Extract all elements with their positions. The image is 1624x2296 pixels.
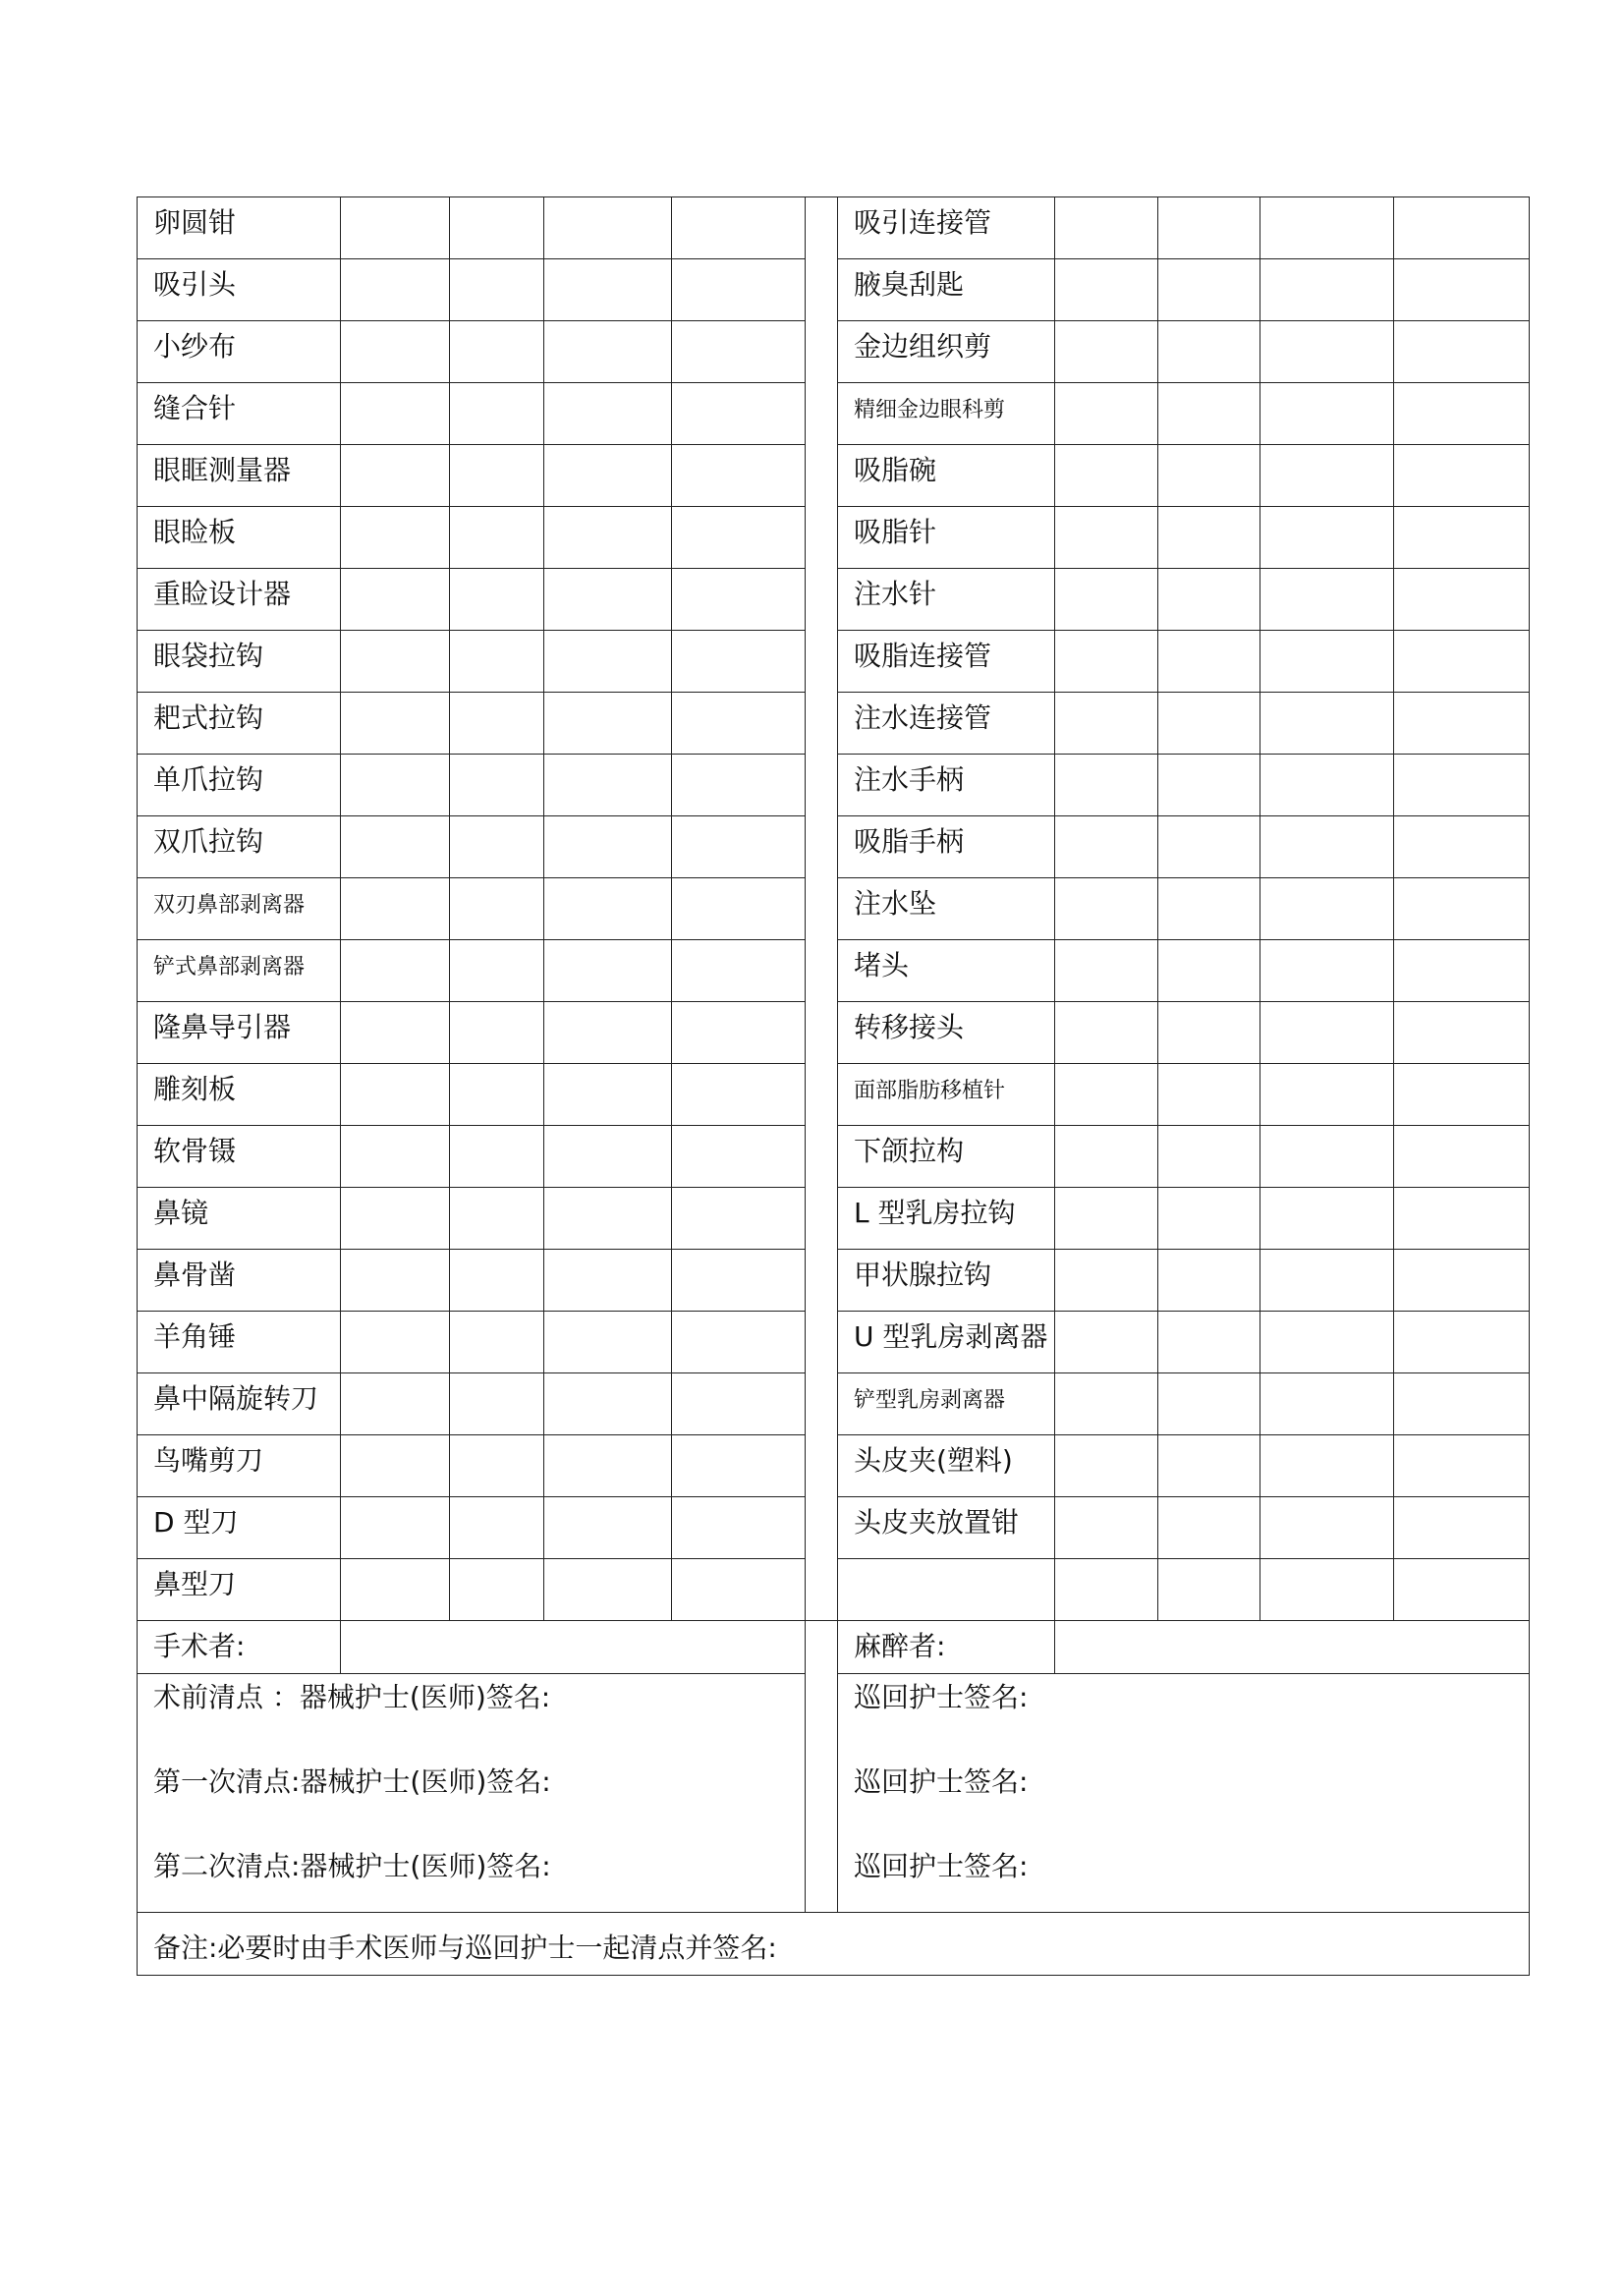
right-count-cell[interactable] — [1055, 1497, 1158, 1559]
right-count-cell[interactable] — [1158, 1559, 1260, 1621]
left-item-name: 小纱布 — [138, 321, 341, 383]
remark-text: 备注:必要时由手术医师与巡回护士一起清点并签名: — [138, 1913, 1530, 1976]
right-count-cell[interactable] — [1055, 197, 1158, 259]
left-item-name: 双爪拉钩 — [138, 816, 341, 878]
surgeon-label: 手术者: — [138, 1621, 341, 1674]
left-count-cell[interactable] — [450, 569, 544, 631]
left-count-cell[interactable] — [672, 1126, 806, 1188]
left-count-cell[interactable] — [450, 755, 544, 816]
right-item-name: 堵头 — [838, 940, 1055, 1002]
right-count-cell[interactable] — [1055, 1188, 1158, 1250]
right-count-cell[interactable] — [1394, 1373, 1530, 1435]
left-count-cell[interactable] — [672, 1373, 806, 1435]
left-count-cell[interactable] — [341, 940, 450, 1002]
right-count-cell[interactable] — [1055, 569, 1158, 631]
left-item-name: 重睑设计器 — [138, 569, 341, 631]
second-count-label: 第二次清点:器械护士(医师)签名: — [153, 1850, 551, 1882]
right-count-cell[interactable] — [1260, 1435, 1394, 1497]
right-item-name: 吸脂针 — [838, 507, 1055, 569]
right-count-cell[interactable] — [1394, 1435, 1530, 1497]
left-count-cell[interactable] — [341, 1002, 450, 1064]
right-count-cell[interactable] — [1055, 755, 1158, 816]
right-count-cell[interactable] — [1158, 321, 1260, 383]
left-count-cell[interactable] — [341, 1250, 450, 1312]
right-count-cell[interactable] — [1055, 693, 1158, 755]
right-count-cell[interactable] — [1260, 445, 1394, 507]
right-count-cell[interactable] — [1260, 569, 1394, 631]
left-count-cell[interactable] — [450, 1250, 544, 1312]
left-count-cell[interactable] — [544, 321, 672, 383]
left-item-name: 鼻型刀 — [138, 1559, 341, 1621]
right-count-cell[interactable] — [1055, 507, 1158, 569]
left-count-cell[interactable] — [450, 816, 544, 878]
right-count-cell[interactable] — [1260, 1373, 1394, 1435]
left-item-name: 羊角锤 — [138, 1312, 341, 1373]
right-item-name: 面部脂肪移植针 — [838, 1064, 1055, 1126]
left-item-name: 双刃鼻部剥离器 — [138, 878, 341, 940]
right-count-cell[interactable] — [1260, 1312, 1394, 1373]
right-item-name: 注水连接管 — [838, 693, 1055, 755]
left-item-name: 雕刻板 — [138, 1064, 341, 1126]
left-count-cell[interactable] — [341, 259, 450, 321]
left-item-name: 单爪拉钩 — [138, 755, 341, 816]
left-count-cell[interactable] — [450, 1373, 544, 1435]
right-count-cell[interactable] — [1260, 383, 1394, 445]
left-item-name: 缝合针 — [138, 383, 341, 445]
right-count-cell[interactable] — [1394, 1002, 1530, 1064]
left-count-cell[interactable] — [450, 1064, 544, 1126]
left-item-name: 鼻骨凿 — [138, 1250, 341, 1312]
left-count-cell[interactable] — [544, 197, 672, 259]
right-count-cell[interactable] — [1158, 940, 1260, 1002]
right-count-cell[interactable] — [1055, 383, 1158, 445]
column-gap — [806, 1621, 838, 1913]
right-item-name: 腋臭刮匙 — [838, 259, 1055, 321]
left-count-cell[interactable] — [544, 445, 672, 507]
preop-count-label: 术前清点 ：器械护士(医师)签名: — [153, 1681, 551, 1713]
right-count-cell[interactable] — [1158, 1373, 1260, 1435]
left-count-cell[interactable] — [672, 631, 806, 693]
right-count-cell[interactable] — [1260, 1188, 1394, 1250]
right-count-cell[interactable] — [1158, 383, 1260, 445]
left-count-cell[interactable] — [341, 1126, 450, 1188]
right-count-cell[interactable] — [1158, 259, 1260, 321]
left-count-cell[interactable] — [544, 383, 672, 445]
left-count-cell[interactable] — [341, 569, 450, 631]
right-count-cell[interactable] — [1158, 1126, 1260, 1188]
left-count-cell[interactable] — [341, 878, 450, 940]
right-item-name: 注水手柄 — [838, 755, 1055, 816]
left-item-name: 鼻镜 — [138, 1188, 341, 1250]
right-count-cell[interactable] — [1158, 507, 1260, 569]
circulating-nurse-signatures[interactable] — [838, 1674, 1530, 1913]
right-item-name: 头皮夹(塑料) — [838, 1435, 1055, 1497]
scrub-nurse-signatures[interactable] — [138, 1674, 806, 1913]
right-count-cell[interactable] — [1394, 1064, 1530, 1126]
left-item-name: 耙式拉钩 — [138, 693, 341, 755]
left-count-cell[interactable] — [450, 940, 544, 1002]
left-item-name: 眼睑板 — [138, 507, 341, 569]
right-count-cell[interactable] — [1260, 693, 1394, 755]
right-item-name: L 型乳房拉钩 — [838, 1188, 1055, 1250]
right-count-cell[interactable] — [1158, 878, 1260, 940]
left-count-cell[interactable] — [544, 1435, 672, 1497]
right-item-name: 金边组织剪 — [838, 321, 1055, 383]
right-count-cell[interactable] — [1055, 1312, 1158, 1373]
right-count-cell[interactable] — [1394, 940, 1530, 1002]
left-count-cell[interactable] — [341, 1312, 450, 1373]
first-count-label: 第一次清点:器械护士(医师)签名: — [153, 1765, 551, 1798]
item-row — [138, 197, 1530, 259]
right-count-cell[interactable] — [1055, 1559, 1158, 1621]
left-count-cell[interactable] — [450, 693, 544, 755]
left-count-cell[interactable] — [450, 383, 544, 445]
left-count-cell[interactable] — [672, 569, 806, 631]
right-count-cell[interactable] — [1260, 1497, 1394, 1559]
right-count-cell[interactable] — [1394, 1312, 1530, 1373]
right-count-cell[interactable] — [1055, 321, 1158, 383]
left-count-cell[interactable] — [672, 321, 806, 383]
left-item-name: D 型刀 — [138, 1497, 341, 1559]
left-item-name: 眼眶测量器 — [138, 445, 341, 507]
left-count-cell[interactable] — [544, 1497, 672, 1559]
right-item-name — [838, 1559, 1055, 1621]
right-count-cell[interactable] — [1158, 1250, 1260, 1312]
right-count-cell[interactable] — [1055, 1250, 1158, 1312]
right-count-cell[interactable] — [1158, 693, 1260, 755]
left-count-cell[interactable] — [672, 1312, 806, 1373]
left-count-cell[interactable] — [450, 259, 544, 321]
right-count-cell[interactable] — [1394, 631, 1530, 693]
right-count-cell[interactable] — [1260, 878, 1394, 940]
left-count-cell[interactable] — [450, 1126, 544, 1188]
left-count-cell[interactable] — [672, 816, 806, 878]
left-count-cell[interactable] — [450, 445, 544, 507]
left-count-cell[interactable] — [544, 631, 672, 693]
right-count-cell[interactable] — [1394, 507, 1530, 569]
circulating-sign-2: 巡回护士签名: — [854, 1765, 1029, 1798]
right-count-cell[interactable] — [1394, 1126, 1530, 1188]
right-item-name: 注水针 — [838, 569, 1055, 631]
left-count-cell[interactable] — [544, 1064, 672, 1126]
left-count-cell[interactable] — [544, 816, 672, 878]
left-count-cell[interactable] — [341, 1435, 450, 1497]
left-count-cell[interactable] — [341, 1559, 450, 1621]
left-count-cell[interactable] — [672, 445, 806, 507]
right-count-cell[interactable] — [1394, 1497, 1530, 1559]
left-count-cell[interactable] — [672, 755, 806, 816]
signature-header-row — [138, 1621, 1530, 1674]
left-count-cell[interactable] — [672, 940, 806, 1002]
left-count-cell[interactable] — [341, 816, 450, 878]
right-count-cell[interactable] — [1158, 1002, 1260, 1064]
right-count-cell[interactable] — [1055, 1064, 1158, 1126]
left-count-cell[interactable] — [544, 569, 672, 631]
right-count-cell[interactable] — [1055, 816, 1158, 878]
left-count-cell[interactable] — [544, 1002, 672, 1064]
right-count-cell[interactable] — [1394, 1250, 1530, 1312]
left-count-cell[interactable] — [341, 631, 450, 693]
left-count-cell[interactable] — [672, 1002, 806, 1064]
left-count-cell[interactable] — [672, 383, 806, 445]
left-count-cell[interactable] — [672, 259, 806, 321]
right-count-cell[interactable] — [1260, 1559, 1394, 1621]
left-count-cell[interactable] — [450, 1312, 544, 1373]
right-item-name: 吸引连接管 — [838, 197, 1055, 259]
left-count-cell[interactable] — [544, 940, 672, 1002]
right-count-cell[interactable] — [1158, 755, 1260, 816]
right-count-cell[interactable] — [1158, 197, 1260, 259]
right-count-cell[interactable] — [1394, 816, 1530, 878]
left-count-cell[interactable] — [672, 1435, 806, 1497]
left-count-cell[interactable] — [341, 1064, 450, 1126]
left-count-cell[interactable] — [450, 1497, 544, 1559]
right-count-cell[interactable] — [1055, 631, 1158, 693]
right-count-cell[interactable] — [1260, 1126, 1394, 1188]
left-item-name: 卵圆钳 — [138, 197, 341, 259]
right-item-name: 注水坠 — [838, 878, 1055, 940]
left-count-cell[interactable] — [544, 1312, 672, 1373]
circulating-sign-1: 巡回护士签名: — [854, 1681, 1029, 1713]
right-count-cell[interactable] — [1055, 445, 1158, 507]
right-count-cell[interactable] — [1055, 1373, 1158, 1435]
items-body — [138, 197, 1530, 1621]
left-count-cell[interactable] — [672, 1064, 806, 1126]
right-count-cell[interactable] — [1260, 321, 1394, 383]
left-item-name: 鼻中隔旋转刀 — [138, 1373, 341, 1435]
right-count-cell[interactable] — [1158, 816, 1260, 878]
left-count-cell[interactable] — [672, 197, 806, 259]
instrument-count-table — [137, 196, 1530, 1976]
left-count-cell[interactable] — [544, 1188, 672, 1250]
left-count-cell[interactable] — [672, 1559, 806, 1621]
right-count-cell[interactable] — [1394, 321, 1530, 383]
left-item-name: 软骨镊 — [138, 1126, 341, 1188]
left-count-cell[interactable] — [341, 197, 450, 259]
right-count-cell[interactable] — [1394, 197, 1530, 259]
right-count-cell[interactable] — [1260, 197, 1394, 259]
right-count-cell[interactable] — [1260, 259, 1394, 321]
right-item-name: 下颌拉构 — [838, 1126, 1055, 1188]
left-count-cell[interactable] — [672, 1250, 806, 1312]
left-item-name: 铲式鼻部剥离器 — [138, 940, 341, 1002]
right-count-cell[interactable] — [1394, 878, 1530, 940]
left-count-cell[interactable] — [544, 693, 672, 755]
right-count-cell[interactable] — [1158, 631, 1260, 693]
right-count-cell[interactable] — [1158, 1312, 1260, 1373]
left-count-cell[interactable] — [450, 1002, 544, 1064]
right-item-name: U 型乳房剥离器 — [838, 1312, 1055, 1373]
right-item-name: 转移接头 — [838, 1002, 1055, 1064]
anesthetist-signature-field[interactable] — [1055, 1621, 1530, 1674]
left-count-cell[interactable] — [544, 1559, 672, 1621]
left-count-cell[interactable] — [341, 1497, 450, 1559]
right-count-cell[interactable] — [1055, 878, 1158, 940]
right-count-cell[interactable] — [1158, 1188, 1260, 1250]
left-count-cell[interactable] — [544, 507, 672, 569]
right-count-cell[interactable] — [1055, 1435, 1158, 1497]
left-count-cell[interactable] — [450, 507, 544, 569]
right-count-cell[interactable] — [1394, 445, 1530, 507]
right-count-cell[interactable] — [1158, 1435, 1260, 1497]
left-item-name: 吸引头 — [138, 259, 341, 321]
right-count-cell[interactable] — [1055, 940, 1158, 1002]
right-count-cell[interactable] — [1260, 631, 1394, 693]
left-count-cell[interactable] — [450, 1188, 544, 1250]
left-count-cell[interactable] — [672, 693, 806, 755]
left-count-cell[interactable] — [341, 693, 450, 755]
left-count-cell[interactable] — [341, 1188, 450, 1250]
right-count-cell[interactable] — [1260, 755, 1394, 816]
right-count-cell[interactable] — [1394, 1559, 1530, 1621]
right-count-cell[interactable] — [1055, 259, 1158, 321]
right-count-cell[interactable] — [1158, 1064, 1260, 1126]
left-count-cell[interactable] — [450, 1435, 544, 1497]
right-count-cell[interactable] — [1260, 1064, 1394, 1126]
left-count-cell[interactable] — [450, 1559, 544, 1621]
right-count-cell[interactable] — [1055, 1126, 1158, 1188]
left-count-cell[interactable] — [450, 321, 544, 383]
left-count-cell[interactable] — [341, 321, 450, 383]
right-count-cell[interactable] — [1394, 259, 1530, 321]
left-count-cell[interactable] — [544, 878, 672, 940]
left-count-cell[interactable] — [341, 755, 450, 816]
left-count-cell[interactable] — [672, 1497, 806, 1559]
right-item-name: 铲型乳房剥离器 — [838, 1373, 1055, 1435]
left-count-cell[interactable] — [450, 631, 544, 693]
left-count-cell[interactable] — [672, 1188, 806, 1250]
right-count-cell[interactable] — [1158, 445, 1260, 507]
right-item-name: 吸脂连接管 — [838, 631, 1055, 693]
right-count-cell[interactable] — [1394, 693, 1530, 755]
right-item-name: 吸脂碗 — [838, 445, 1055, 507]
left-count-cell[interactable] — [672, 878, 806, 940]
right-count-cell[interactable] — [1158, 569, 1260, 631]
left-item-name: 隆鼻导引器 — [138, 1002, 341, 1064]
left-count-cell[interactable] — [341, 445, 450, 507]
circulating-sign-3: 巡回护士签名: — [854, 1850, 1029, 1882]
surgeon-signature-field[interactable] — [341, 1621, 806, 1674]
left-count-cell[interactable] — [672, 507, 806, 569]
left-item-name: 鸟嘴剪刀 — [138, 1435, 341, 1497]
left-count-cell[interactable] — [544, 1250, 672, 1312]
right-item-name: 甲状腺拉钩 — [838, 1250, 1055, 1312]
left-count-cell[interactable] — [341, 1373, 450, 1435]
right-count-cell[interactable] — [1158, 1497, 1260, 1559]
right-count-cell[interactable] — [1260, 1250, 1394, 1312]
right-count-cell[interactable] — [1394, 755, 1530, 816]
right-count-cell[interactable] — [1260, 507, 1394, 569]
column-gap — [806, 197, 838, 1621]
left-count-cell[interactable] — [544, 755, 672, 816]
right-count-cell[interactable] — [1055, 1002, 1158, 1064]
right-count-cell[interactable] — [1394, 569, 1530, 631]
left-count-cell[interactable] — [450, 197, 544, 259]
right-item-name: 精细金边眼科剪 — [838, 383, 1055, 445]
right-item-name: 吸脂手柄 — [838, 816, 1055, 878]
left-count-cell[interactable] — [544, 1373, 672, 1435]
right-count-cell[interactable] — [1260, 940, 1394, 1002]
left-count-cell[interactable] — [450, 878, 544, 940]
left-count-cell[interactable] — [341, 383, 450, 445]
right-count-cell[interactable] — [1394, 1188, 1530, 1250]
left-count-cell[interactable] — [341, 507, 450, 569]
right-count-cell[interactable] — [1260, 816, 1394, 878]
left-count-cell[interactable] — [544, 1126, 672, 1188]
right-item-name: 头皮夹放置钳 — [838, 1497, 1055, 1559]
anesthetist-label: 麻醉者: — [838, 1621, 1055, 1674]
remark-row — [138, 1913, 1530, 1976]
right-count-cell[interactable] — [1394, 383, 1530, 445]
left-count-cell[interactable] — [544, 259, 672, 321]
right-count-cell[interactable] — [1260, 1002, 1394, 1064]
left-item-name: 眼袋拉钩 — [138, 631, 341, 693]
